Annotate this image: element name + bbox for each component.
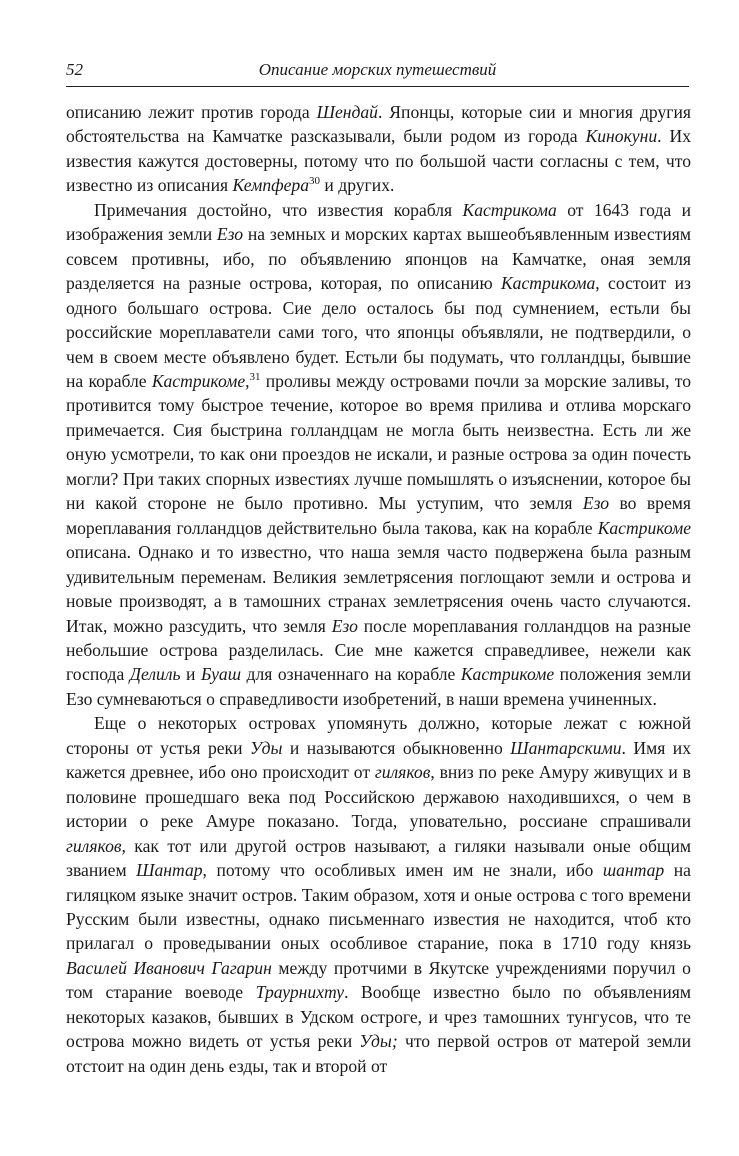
page-number: 52 [66, 60, 83, 79]
text-run: что первой остров от матерой земли отстоит на один день езды, так и второй от [66, 1031, 691, 1076]
footnote-ref: 31 [249, 371, 261, 384]
italic-name: Кастрикоме [597, 517, 691, 538]
text-run: описана. Однако и то известно, что наша земля часто подвержена была разным удивительным переменам. Великия землетрясения поглощают земли и острова и новые производят, а в тамошних странах землетрясения очень часто случаются. Итак, можно разсудить, что земля [66, 542, 691, 636]
text-run: . Вообще известно было по объявлениям некоторых казаков, бывших в Удском остроге, и чрез тамошних тунгусов, что те острова можно видеть от устья реки [66, 982, 691, 1052]
paragraph [66, 198, 691, 712]
text-run: . Имя их кажется древнее, ибо оно происходит от [66, 737, 691, 783]
paragraph [66, 100, 691, 198]
italic-name: Кастрикоме [460, 664, 555, 685]
footnote-ref: 30 [309, 175, 321, 188]
text-run: на гиляцком языке значит остров. Таким образом, хотя и оные острова с того времени Русским были известны, однако письменнаго известия не находится, чтоб кто прилагал о проведывании оных особливое старание, пока в 1710 году князь [66, 860, 691, 954]
italic-name: Езо [331, 615, 358, 636]
italic-name: Езо [216, 224, 244, 245]
paragraph [66, 711, 691, 1078]
italic-name: гиляков [66, 835, 122, 856]
text-run: . Японцы, которые сии и многия другия обстоятельства на Камчатке разсказывали, были родом из города [66, 102, 691, 147]
text-run: для означеннаго на корабле [241, 664, 461, 685]
italic-name: Шантарскими [510, 737, 622, 758]
text-run: состоит из одного большаго острова. Сие дело осталось бы под сумнением, естьли бы российские мореплаватели сами того, что японцы объявляли, не подтвердили, о чем в своем месте объявлено будет. Естьли бы подумать, что голландцы, бывшие на корабле [66, 273, 691, 391]
text-run: , [245, 370, 250, 391]
text-run: между протчими в Якутске учреждениями поручил о том старание воеводе [66, 957, 691, 1003]
italic-name: Уды [250, 737, 283, 758]
italic-name: Кемпфера [232, 175, 310, 196]
italic-name: гиляков [374, 762, 431, 783]
italic-name: Шантар [136, 860, 203, 881]
italic-name: Кинокуни [585, 126, 658, 147]
text-run: Примечания достойно, что известия корабля [94, 199, 463, 220]
running-title: Описание морских путешествий [258, 60, 497, 79]
italic-name: Траурнихту [255, 982, 345, 1003]
body-text [66, 100, 691, 1078]
italic-name: Кастрикома [462, 199, 557, 220]
text-run: от 1643 года и изображения земли [66, 199, 692, 245]
text-run: Еще о некоторых островах упомянуть должно, которые лежат с южной стороны от устья реки [66, 713, 691, 758]
text-run: проливы между островами почли за морские заливы, то противится тому быстрое течение, которое во время прилива и отлива морскаго примечается. Сия быстрина голландцам не могла быть неизвестна. Есть ли же оную усмотрели, то как они проездов не искали, и разные острова за один почесть могли? При таких спорных известиях лучше помышлять о изъяснении, которое бы ни какой стороне не было противно. Мы уступим, что земля [66, 370, 691, 514]
italic-name: Кастрикоме [151, 370, 246, 391]
text-run: положения земли Езо сумневаються о справедливости изобретений, в наши времена учиненных. [66, 664, 692, 709]
text-run: на земных и морских картах вышеобъявленным известиям совсем противны, ибо, по объявлению японцов на Камчатке, оная земля разделяется на разные острова, которая, по описанию [66, 224, 691, 294]
italic-name: Василей Иванович Гагарин [66, 957, 272, 978]
text-run: , потому что особливых имен им не знали, ибо [202, 860, 603, 881]
running-header [66, 56, 689, 87]
text-run: и называются обыкновенно [282, 737, 511, 758]
text-run: , как тот или другой остров называют, а гиляки называли оные общим званием [66, 835, 691, 881]
italic-name: Кастрикома, [500, 273, 600, 294]
text-run: во время мореплавания голландцов действительно была такова, как на корабле [66, 493, 692, 538]
text-run: и других. [320, 175, 395, 196]
text-run: , вниз по реке Амуру живущих и в половине прошедшаго века под Российскою державою находившихся, о чем в истории о реке Амуре показано. Тогда, уповательно, россиане спрашивали [66, 762, 691, 832]
text-run: описанию лежит против города [66, 102, 317, 122]
italic-name: Езо [582, 493, 610, 514]
italic-name: Шендай [316, 102, 378, 122]
italic-name: Делиль [129, 664, 181, 685]
italic-name: шантар [602, 860, 665, 881]
text-run: . Их известия кажутся достоверны, потому что по большой части согласны с тем, что известно из описания [66, 126, 691, 196]
text-run: и [180, 664, 201, 685]
italic-name: Уды; [359, 1031, 398, 1052]
italic-name: Буаш [200, 664, 241, 685]
text-run: после мореплавания голландцов на разные небольшие острова разделилась. Сие мне кажется справедливее, нежели как господа [66, 615, 691, 685]
